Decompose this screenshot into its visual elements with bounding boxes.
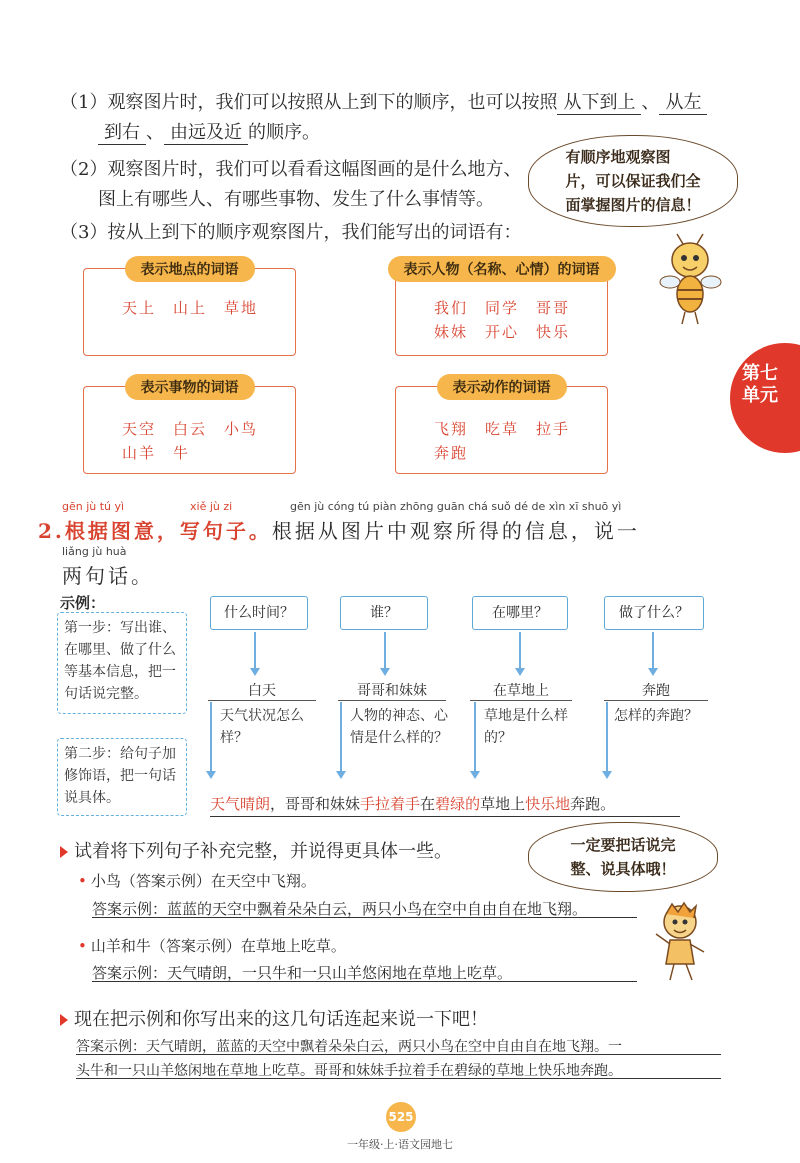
dot-bullet-icon: • [78, 872, 87, 890]
arrow-long-1 [210, 702, 212, 777]
question-what: 做了什么？ [604, 596, 704, 630]
answer-line-1 [92, 917, 637, 918]
arrow-long-4 [606, 702, 608, 777]
unit-tab: 第七 单元 [730, 343, 800, 453]
task-1-item-1: • 小鸟（答案示例）在天空中飞翔。 [78, 872, 316, 890]
paragraph-2-line-1: （2）观察图片时，我们可以看看这幅图画的是什么地方、 [60, 159, 522, 180]
arrow-down-1 [254, 632, 256, 674]
task-2-answer-line-2: 头牛和一只山羊悠闲地在草地上吃草。哥哥和妹妹手拉着手在碧绿的草地上快乐地奔跑。 [76, 1063, 622, 1079]
answer-where: 在草地上 [470, 680, 572, 701]
blank-2: 从左 [659, 88, 707, 115]
question-where: 在哪里？ [472, 596, 568, 630]
section-2-heading-line-2: 两句话。 [62, 564, 154, 588]
arrow-long-2 [340, 702, 342, 777]
footer-caption: 一年级·上·语文园地七 [347, 1138, 453, 1151]
answer-when: 白天 [208, 680, 316, 701]
answer-line-2 [92, 981, 637, 982]
blank-2-cont: 到右 [98, 118, 146, 145]
triangle-bullet-icon [60, 1014, 68, 1026]
speech-bubble-1: 有顺序地观察图 片，可以保证我们全 面掌握图片的信息！ [528, 135, 738, 227]
blank-3: 由远及近 [164, 118, 248, 145]
paragraph-1-line-1: （1）观察图片时，我们可以按照从上到下的顺序，也可以按照 从下到上 、 从左 [60, 88, 707, 115]
task-1-title: 试着将下列句子补充完整，并说得更具体一些。 [60, 837, 452, 863]
answer-who: 哥哥和妹妹 [338, 680, 446, 701]
speech-bubble-2: 一定要把话说完 整、说具体哦！ [528, 822, 718, 892]
step-1-box: 第一步：写出谁、在哪里、做了什么等基本信息，把一句话说完整。 [57, 612, 187, 714]
task-1-answer-2: 答案示例：天气晴朗，一只牛和一只山羊悠闲地在草地上吃草。 [92, 964, 513, 982]
word-box-place: 表示地点的词语 天上 山上 草地 [83, 268, 296, 356]
desc-what: 怎样的奔跑？ [614, 708, 698, 724]
page-number: 525 [386, 1102, 416, 1132]
bee-mascot-icon [655, 232, 725, 327]
answer-line-3 [76, 1054, 721, 1055]
blank-1: 从下到上 [557, 88, 641, 115]
step-2-box: 第二步：给句子加修饰语，把一句话说具体。 [57, 738, 187, 816]
word-box-things: 表示事物的词语 天空 白云 小鸟 山羊 牛 [83, 386, 296, 474]
question-when: 什么时间？ [210, 596, 308, 630]
arrow-down-3 [519, 632, 521, 674]
task-1-answer-1: 答案示例：蓝蓝的天空中飘着朵朵白云，两只小鸟在空中自由自在地飞翔。 [92, 900, 588, 918]
word-box-people: 表示人物（名称、心情）的词语 我们 同学 哥哥 妹妹 开心 快乐 [395, 268, 608, 356]
desc-where: 草地是什么样的？ [484, 708, 568, 746]
paragraph-1-line-2: 到右 、 由远及近 的顺序。 [98, 118, 320, 145]
paragraph-3: （3）按从上到下的顺序观察图片，我们能写出的词语有： [60, 222, 522, 243]
answer-line-4 [76, 1078, 721, 1079]
example-label: 示例： [60, 594, 106, 612]
question-who: 谁？ [340, 596, 428, 630]
arrow-long-3 [474, 702, 476, 777]
pinyin-1: gēn jù tú yì [62, 500, 125, 513]
task-2-answer-line-1: 答案示例：天气晴朗，蓝蓝的天空中飘着朵朵白云，两只小鸟在空中自由自在地飞翔。一 [76, 1039, 622, 1055]
answer-what: 奔跑 [604, 680, 708, 701]
pinyin-3: gēn jù cóng tú piàn zhōng guān chá suǒ dé de xìn xī shuō yì [290, 500, 622, 513]
triangle-bullet-icon [60, 846, 68, 858]
section-2-heading: 2.根据图意，写句子。根据从图片中观察所得的信息，说一 [38, 519, 640, 543]
pinyin-4: liǎng jù huà [62, 545, 127, 558]
desc-who: 人物的神态、心情是什么样的？ [350, 708, 448, 746]
kid-mascot-icon [650, 900, 710, 985]
example-result: 天气晴朗，哥哥和妹妹手拉着手在碧绿的草地上快乐地奔跑。 [210, 793, 680, 817]
pinyin-2: xiě jù zi [190, 500, 233, 513]
task-1-item-2: • 山羊和牛（答案示例）在草地上吃草。 [78, 937, 346, 955]
paragraph-2-line-2: 图上有哪些人、有哪些事物、发生了什么事情等。 [98, 189, 494, 210]
word-box-actions: 表示动作的词语 飞翔 吃草 拉手 奔跑 [395, 386, 608, 474]
dot-bullet-icon: • [78, 937, 87, 955]
arrow-down-4 [652, 632, 654, 674]
task-2-title: 现在把示例和你写出来的这几句话连起来说一下吧！ [60, 1005, 488, 1031]
desc-when: 天气状况怎么样？ [220, 708, 304, 746]
arrow-down-2 [384, 632, 386, 674]
